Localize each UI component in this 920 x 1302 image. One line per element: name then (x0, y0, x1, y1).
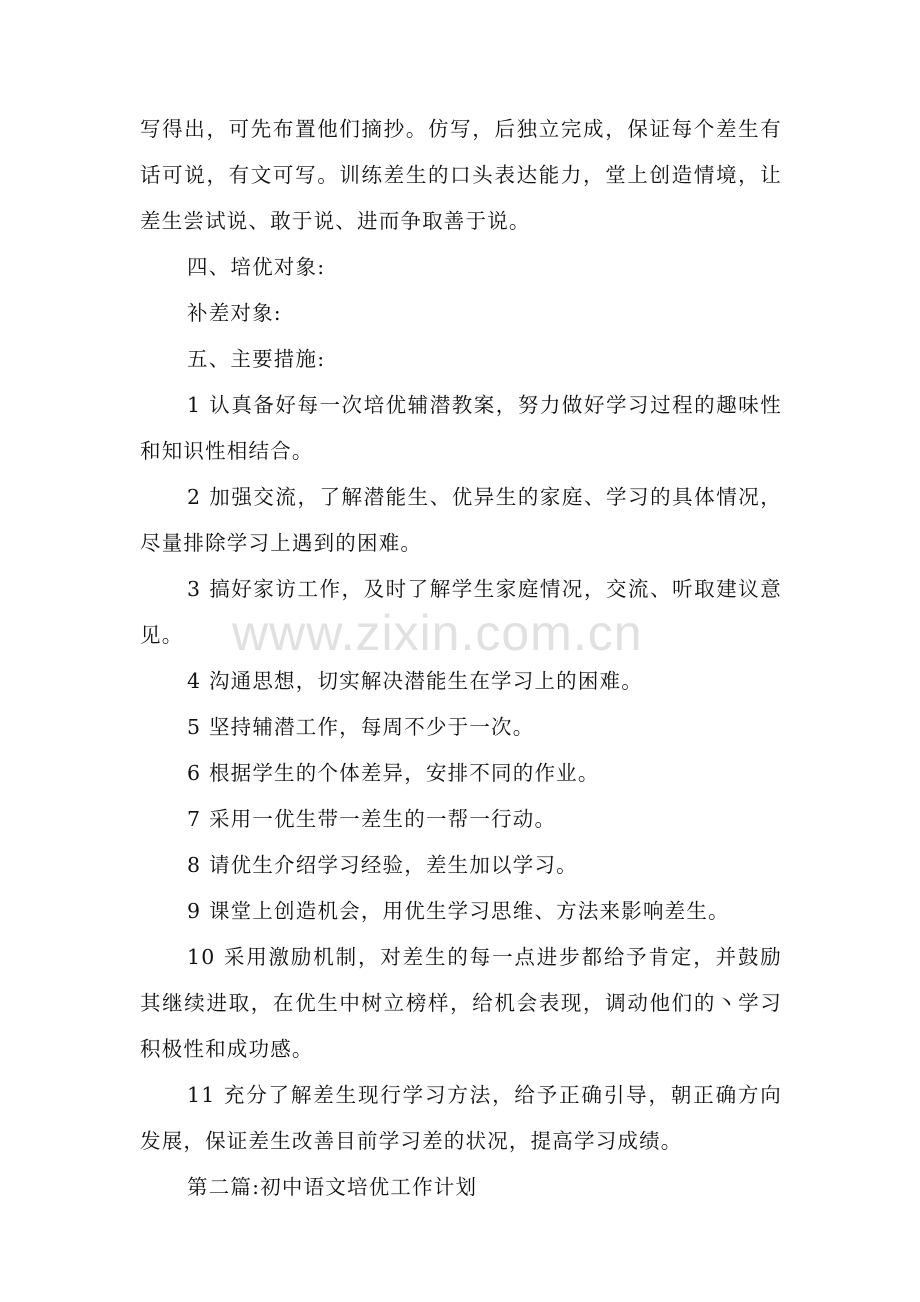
document-body (140, 106, 782, 1210)
section-heading-remedial-students: 补差对象: (187, 301, 282, 325)
measure-item-10: 10 采用激励机制，对差生的每一点进步都给予肯定，并鼓励其继续进取，在优生中树立榜样，给机会表现，调动他们的丶学习积极性和成功感。 (140, 945, 782, 1061)
measure-item-9: 9 课堂上创造机会，用优生学习思维、方法来影响差生。 (187, 899, 730, 923)
measure-item-1: 1 认真备好每一次培优辅潜教案，努力做好学习过程的趣味性和知识性相结合。 (140, 393, 782, 463)
measure-item-2: 2 加强交流，了解潜能生、优异生的家庭、学习的具体情况，尽量排除学习上遇到的困难。 (140, 485, 782, 555)
measure-item-7: 7 采用一优生带一差生的一帮一行动。 (187, 807, 557, 831)
measure-item-3: 3 搞好家访工作，及时了解学生家庭情况，交流、听取建议意见。 (140, 577, 782, 647)
measure-item-5: 5 坚持辅潜工作，每周不少于一次。 (187, 715, 535, 739)
section-heading-top-students: 四、培优对象: (187, 255, 326, 279)
section-heading-main-measures: 五、主要措施: (187, 347, 326, 371)
measure-item-6: 6 根据学生的个体差异，安排不同的作业。 (187, 761, 600, 785)
paragraph-continuation: 写得出，可先布置他们摘抄。仿写，后独立完成，保证每个差生有话可说，有文可写。训练差生的口头表达能力，堂上创造情境，让差生尝试说、敢于说、进而争取善于说。 (140, 117, 782, 233)
site-watermark: www.zixin.com.cn (232, 605, 643, 661)
measure-item-8: 8 请优生介绍学习经验，差生加以学习。 (187, 853, 578, 877)
measure-item-11: 11 充分了解差生现行学习方法，给予正确引导，朝正确方向发展，保证差生改善目前学习差的状况，提高学习成绩。 (140, 1083, 782, 1153)
next-article-title: 第二篇:初中语文培优工作计划 (187, 1175, 478, 1199)
measure-item-4: 4 沟通思想，切实解决潜能生在学习上的困难。 (187, 669, 643, 693)
